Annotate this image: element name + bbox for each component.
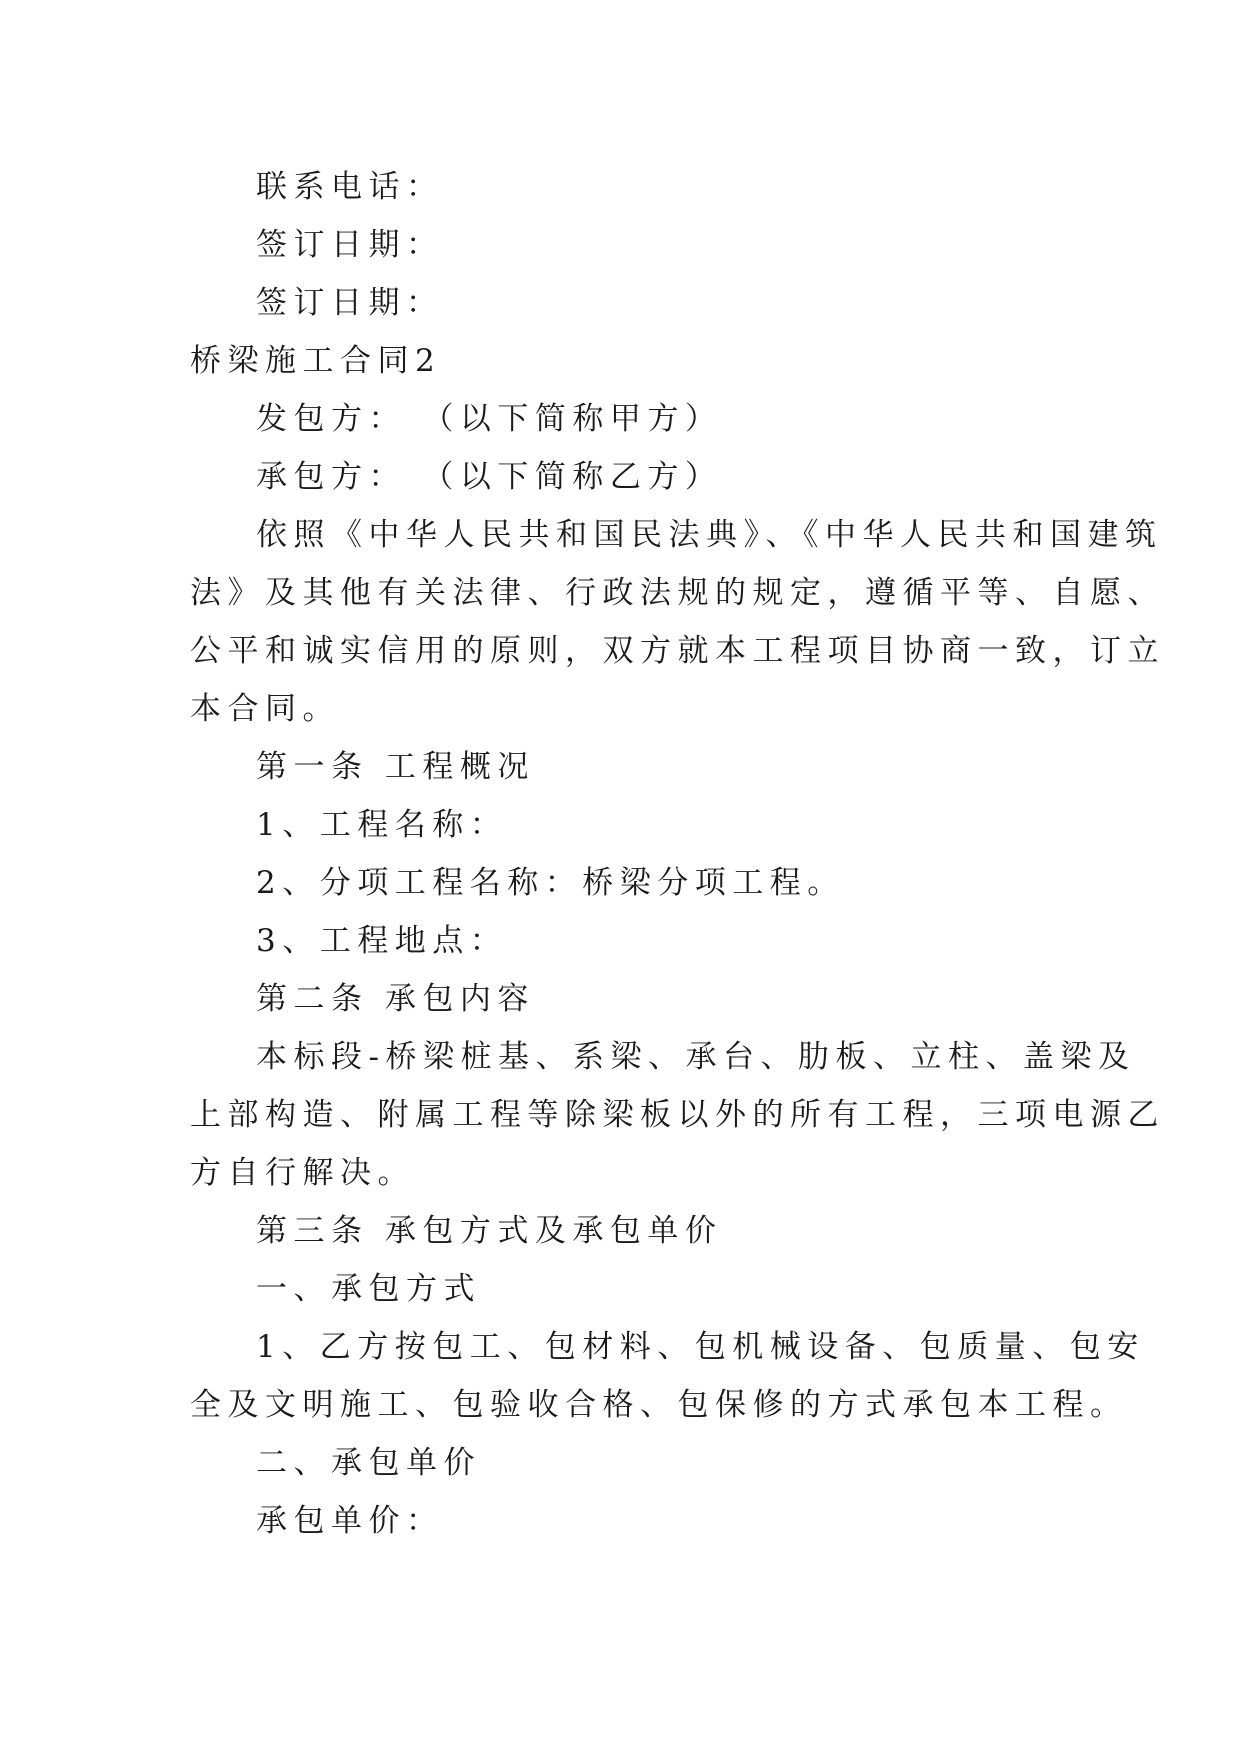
article-3-heading: 第三条 承包方式及承包单价	[256, 1213, 723, 1249]
scope-paragraph-line-3: 方自行解决。	[190, 1155, 415, 1191]
preamble-paragraph-line-4: 本合同。	[190, 691, 340, 727]
scope-paragraph-line-1: 本标段-桥梁桩基、系梁、承台、肋板、立柱、盖梁及	[256, 1039, 1136, 1075]
contracting-method-line-1: 1、乙方按包工、包材料、包机械设备、包质量、包安	[256, 1329, 1145, 1365]
contractor-line: 承包方： （以下简称乙方）	[256, 459, 723, 495]
unit-price-label: 承包单价：	[256, 1503, 444, 1539]
preamble-paragraph-line-3: 公平和诚实信用的原则，双方就本工程项目协商一致，订立	[190, 633, 1165, 669]
employer-line: 发包方： （以下简称甲方）	[256, 401, 723, 437]
project-location-item: 3、工程地点：	[256, 923, 508, 959]
article-1-heading: 第一条 工程概况	[256, 749, 535, 785]
signing-date-label: 签订日期：	[256, 227, 444, 263]
unit-price-heading: 二、承包单价	[256, 1445, 481, 1481]
sub-project-name-item: 2、分项工程名称：桥梁分项工程。	[256, 865, 845, 901]
preamble-paragraph-line-1: 依照《中华人民共和国民法典》、《中华人民共和国建筑	[256, 517, 1163, 553]
signing-date-label-2: 签订日期：	[256, 285, 444, 321]
contracting-method-line-2: 全及文明施工、包验收合格、包保修的方式承包本工程。	[190, 1387, 1128, 1423]
contact-phone-label: 联系电话：	[256, 169, 444, 205]
contract-title: 桥梁施工合同2	[190, 343, 442, 379]
article-2-heading: 第二条 承包内容	[256, 981, 535, 1017]
contracting-method-heading: 一、承包方式	[256, 1271, 481, 1307]
project-name-item: 1、工程名称：	[256, 807, 508, 843]
preamble-paragraph-line-2: 法》及其他有关法律、行政法规的规定，遵循平等、自愿、	[190, 575, 1165, 611]
scope-paragraph-line-2: 上部构造、附属工程等除梁板以外的所有工程，三项电源乙	[190, 1097, 1165, 1133]
